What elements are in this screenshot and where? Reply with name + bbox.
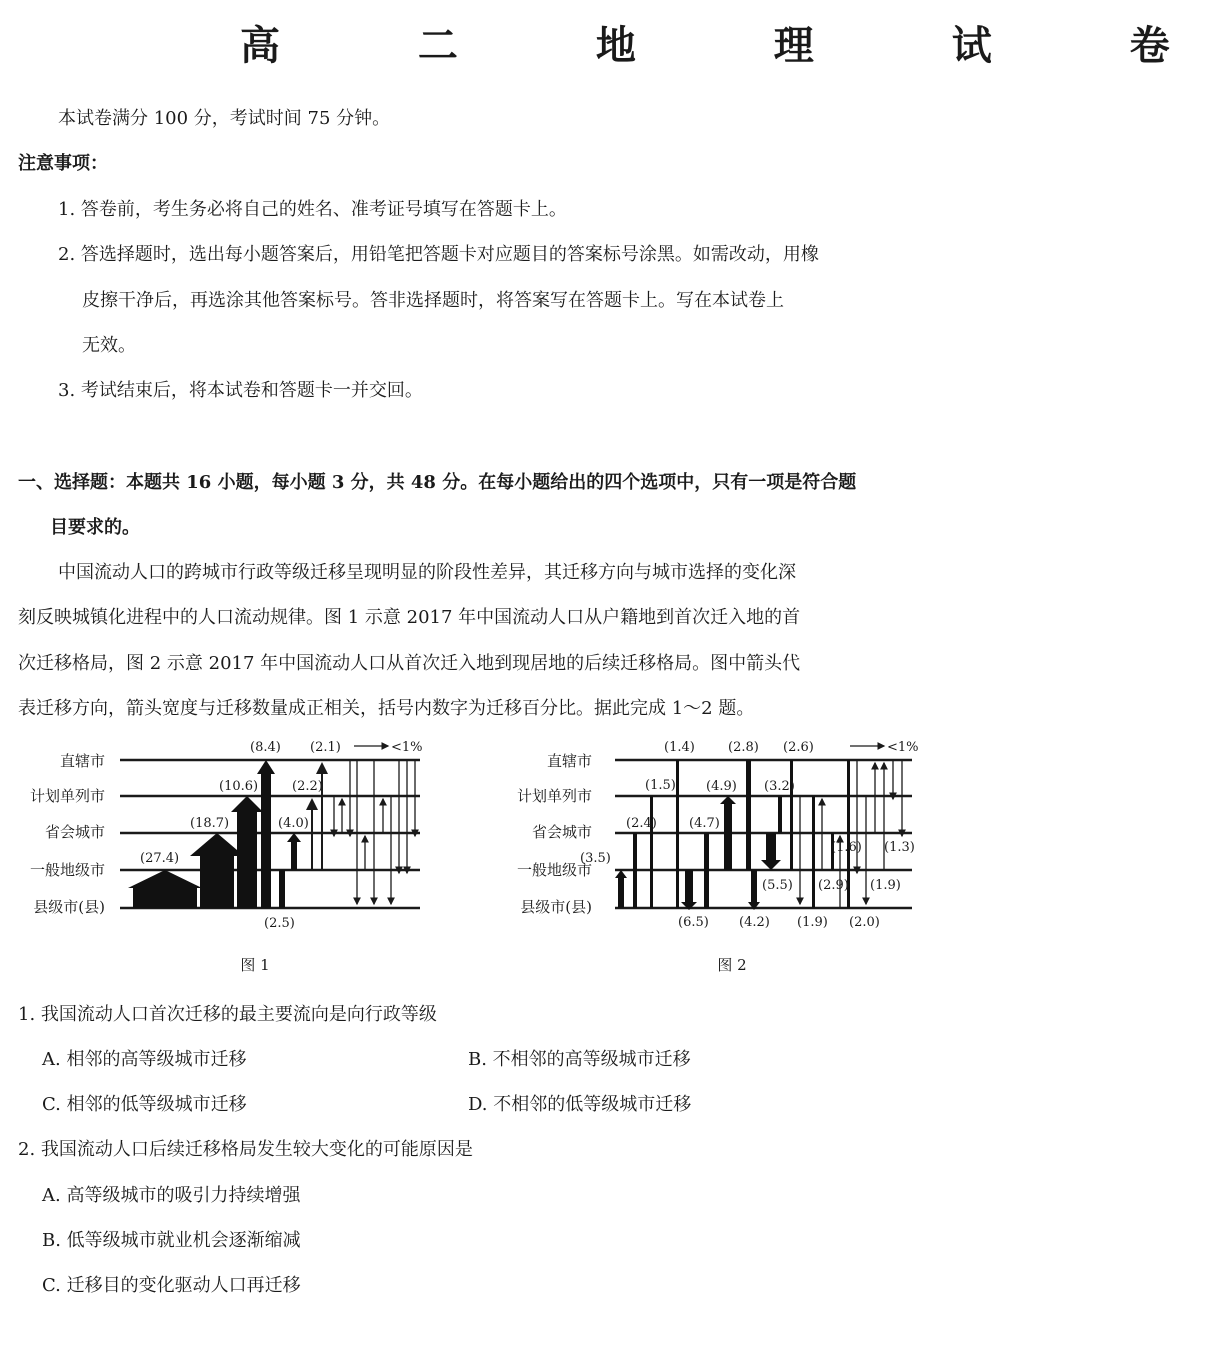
value-label: (2.2)	[292, 779, 323, 794]
question-1-option-d: D. 不相邻的低等级城市迁移	[468, 1094, 692, 1115]
section-heading-line2: 目要求的。	[50, 517, 140, 538]
migration-arrow-4-0	[287, 833, 301, 870]
question-2-option-b: B. 低等级城市就业机会逐渐缩减	[42, 1230, 301, 1251]
level-label: 直辖市	[59, 752, 105, 770]
legend-label: <1%	[391, 740, 423, 755]
level-label: 县级市(县)	[33, 898, 105, 916]
value-label: (4.7)	[689, 816, 720, 831]
value-label: (5.5)	[762, 878, 793, 893]
migration-arrow-2-5	[279, 870, 285, 908]
value-label: (1.3)	[884, 840, 915, 855]
legend-label: <1%	[887, 740, 919, 755]
question-1-stem: 1. 我国流动人口首次迁移的最主要流向是向行政等级	[18, 1004, 437, 1025]
question-2-option-a: A. 高等级城市的吸引力持续增强	[42, 1185, 301, 1206]
migration-arrow-6-5	[681, 870, 697, 910]
section-heading-line1: 一、选择题：本题共 16 小题，每小题 3 分，共 48 分。在每小题给出的四个选项中，只有一项是符合题	[18, 472, 857, 493]
figure-1	[0, 730, 470, 980]
question-1-option-a: A. 相邻的高等级城市迁移	[42, 1049, 247, 1070]
value-label: (1.9)	[797, 915, 828, 930]
intro-text: 本试卷满分 100 分，考试时间 75 分钟。	[58, 108, 391, 129]
migration-arrow-2-4	[633, 833, 637, 908]
migration-arrow-1-5	[650, 796, 653, 908]
material-line3: 次迁移格局，图 2 示意 2017 年中国流动人口从首次迁入地到现居地的后续迁移格局。图中箭头代	[18, 653, 801, 674]
question-1-option-b: B. 不相邻的高等级城市迁移	[468, 1049, 691, 1070]
value-label: (4.9)	[706, 779, 737, 794]
question-2-option-c: C. 迁移目的变化驱动人口再迁移	[42, 1275, 301, 1296]
value-label: (2.1)	[310, 740, 341, 755]
value-label: (2.0)	[849, 915, 880, 930]
notice-heading: 注意事项：	[18, 153, 108, 174]
migration-arrow-27-4	[128, 870, 202, 908]
value-label: (8.4)	[250, 740, 281, 755]
question-1-option-c: C. 相邻的低等级城市迁移	[42, 1094, 247, 1115]
migration-arrow-2-8	[746, 760, 751, 870]
value-label: (3.5)	[580, 851, 611, 866]
value-label: (18.7)	[190, 816, 230, 831]
value-label: (2.4)	[626, 816, 657, 831]
value-label: (27.4)	[140, 851, 180, 866]
value-label: (1.9)	[870, 878, 901, 893]
value-label: (1.6)	[831, 840, 862, 855]
migration-arrow-1-9	[812, 796, 815, 908]
value-label: (1.4)	[664, 740, 695, 755]
notice-item-3: 3. 考试结束后，将本试卷和答题卡一并交回。	[58, 380, 423, 401]
notice-item-1: 1. 答卷前，考生务必将自己的姓名、准考证号填写在答题卡上。	[58, 199, 567, 220]
value-label: (3.2)	[764, 779, 795, 794]
figure-1-caption: 图 1	[240, 956, 270, 974]
notice-item-2-line2: 皮擦干净后，再选涂其他答案标号。答非选择题时，将答案写在答题卡上。写在本试卷上	[82, 290, 784, 311]
level-label: 一般地级市	[29, 861, 105, 879]
level-label: 省会城市	[531, 823, 592, 841]
migration-arrow-5-5	[761, 833, 781, 870]
notice-item-2-line3: 无效。	[82, 335, 136, 356]
value-label: (2.6)	[783, 740, 814, 755]
value-label: (2.9)	[818, 878, 849, 893]
value-label: (6.5)	[678, 915, 709, 930]
value-label: (10.6)	[219, 779, 259, 794]
figure-2	[480, 730, 940, 980]
level-label: 县级市(县)	[520, 898, 592, 916]
page-title: 高 二 地 理 试 卷	[240, 22, 1232, 69]
value-label: (4.2)	[739, 915, 770, 930]
value-label: (1.5)	[645, 778, 676, 793]
material-line2: 刻反映城镇化进程中的人口流动规律。图 1 示意 2017 年中国流动人口从户籍地到首次迁入地的首	[18, 607, 801, 628]
migration-arrow-2-6	[790, 760, 793, 870]
value-label: (2.5)	[264, 916, 295, 931]
migration-arrow-3-2	[778, 796, 782, 833]
migration-arrow-4-7	[704, 833, 709, 908]
level-label: 直辖市	[546, 752, 592, 770]
value-label: (4.0)	[278, 816, 309, 831]
material-line4: 表迁移方向，箭头宽度与迁移数量成正相关，括号内数字为迁移百分比。据此完成 1～2 题。	[18, 698, 755, 719]
notice-item-2-line1: 2. 答选择题时，选出每小题答案后，用铅笔把答题卡对应题目的答案标号涂黑。如需改动，用橡	[58, 244, 819, 265]
level-label: 一般地级市	[516, 861, 592, 879]
value-label: (2.8)	[728, 740, 759, 755]
migration-arrow-4-2	[748, 870, 760, 910]
migration-arrow-3-5	[615, 870, 627, 908]
level-label: 计划单列市	[516, 787, 592, 805]
level-label: 计划单列市	[29, 787, 105, 805]
figure-2-caption: 图 2	[717, 956, 747, 974]
material-line1: 中国流动人口的跨城市行政等级迁移呈现明显的阶段性差异，其迁移方向与城市选择的变化深	[58, 562, 796, 583]
question-2-stem: 2. 我国流动人口后续迁移格局发生较大变化的可能原因是	[18, 1139, 473, 1160]
level-label: 省会城市	[44, 823, 105, 841]
migration-arrow-1-4	[676, 760, 679, 908]
